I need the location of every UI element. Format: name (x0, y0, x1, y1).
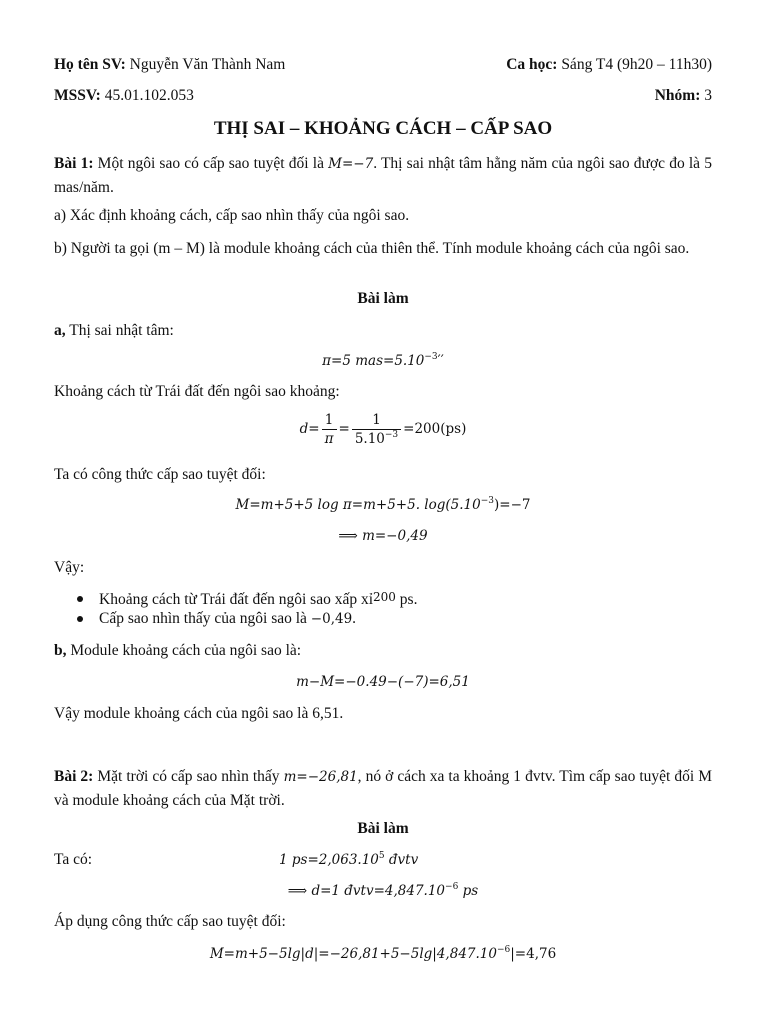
eq-distance-right: =200(ps) (403, 421, 467, 437)
bai1-conclusion-label: Vậy: (54, 559, 85, 576)
eq-sun-M-exp: −6 (496, 945, 511, 955)
group-label: Nhóm: (654, 87, 701, 104)
eq-distance-left: d= (299, 421, 320, 437)
eq-sun-distance-main: ⟹ d=1 đvtv=4,847.10 (287, 883, 446, 899)
bai1-question-a: a) Xác định khoảng cách, cấp sao nhìn thấy của ngôi sao. (54, 207, 410, 224)
bai1-a-heading (54, 322, 712, 340)
bai1-b-label: b, (54, 642, 67, 659)
eq-M-end: )=−7 (494, 497, 531, 513)
eq-distance-frac2 (352, 412, 401, 447)
eq-distance-frac1 (322, 412, 337, 447)
eq-distance-modulus: m−M=−0.49−(−7)=6,51 (296, 674, 470, 690)
bai2-given-label: Ta có: (54, 851, 93, 868)
bai1-a-text: Thị sai nhật tâm: (65, 322, 174, 339)
eq-parallax-exp: −3 (424, 352, 438, 362)
student-id-value: 45.01.102.053 (100, 87, 194, 104)
bai1-final-conclusion: Vậy module khoảng cách của ngôi sao là 6,51. (54, 705, 344, 722)
bai1-a-label: a, (54, 322, 66, 339)
eq-parallax (54, 353, 712, 369)
student-id-row (54, 87, 712, 105)
bai1-text2: . Thị sai nhật tâm hằng năm của ngôi sao được đo là 5 mas/năm. (54, 155, 712, 196)
eq-parsec-main: 1 ps=2,063.10 (279, 852, 379, 868)
bai1-b-text: Module khoảng cách của ngôi sao là: (66, 642, 302, 659)
bai1-solution-title: Bài làm (357, 290, 409, 307)
bullet-dot (77, 616, 83, 622)
bai1-problem (54, 152, 712, 199)
class-time-label: Ca học: (506, 56, 558, 73)
student-name-value: Nguyễn Văn Thành Nam (125, 56, 286, 73)
frac2-numerator: 1 (352, 412, 401, 430)
eq-distance: d= $\frac{1}{\pi}$ = $\frac{1}{5.10^{-3}}$ =200(ps) (299, 412, 467, 447)
group-value: 3 (700, 87, 712, 104)
eq-parsec-unit: đvtv (384, 852, 419, 868)
bai1-b-heading (54, 642, 712, 660)
student-name-label: Họ tên SV: (54, 56, 126, 73)
student-id-label: MSSV: (54, 87, 101, 104)
bai2-text2: , nó ở cách xa ta khoảng 1 đvtv. Tìm cấp sao tuyệt đối M và module khoảng cách của Mặt trời. (54, 768, 713, 809)
bai2-label: Bài 2: (54, 768, 94, 785)
list-item: Cấp sao nhìn thấy của ngôi sao là −0,49. (99, 610, 356, 628)
frac1-numerator: 1 (322, 412, 337, 430)
eq-sun-distance-exp: −6 (445, 882, 459, 892)
bullet-dot (77, 596, 83, 602)
bai2-problem (54, 765, 712, 812)
bai2-text1: Mặt trời có cấp sao nhìn thấy (93, 768, 284, 785)
bai1-text1: Một ngôi sao có cấp sao tuyệt đối là (93, 155, 329, 172)
eq-parsec-exp: 5 (378, 851, 385, 861)
list-item: Khoảng cách từ Trái đất đến ngôi sao xấp xỉ200 ps. (99, 590, 417, 609)
eq-parallax-main: π=5 mas=5.10 (322, 353, 425, 369)
eq-M-exp: −3 (480, 496, 494, 506)
eq-sun-distance-unit: ps (458, 883, 479, 899)
group-row (655, 87, 712, 105)
frac1-denominator: π (324, 431, 334, 447)
eq-sun-absolute-magnitude (54, 946, 712, 962)
bai2-solution-title: Bài làm (357, 820, 409, 837)
page-title: THỊ SAI – KHOẢNG CÁCH – CẤP SAO (213, 118, 553, 139)
eq-sun-M-end: |=4,76 (510, 946, 557, 962)
bullet2-value: −0,49 (310, 611, 353, 627)
bai1-formula-text: Ta có công thức cấp sao tuyệt đối: (54, 466, 266, 483)
eq-parsec (279, 852, 418, 868)
bai2-apply-text: Áp dụng công thức cấp sao tuyệt đối: (54, 913, 286, 930)
bai2-m-expr: m=−26,81 (283, 769, 358, 785)
bai1-question-b: b) Người ta gọi (m – M) là module khoảng cách của thiên thể. Tính module khoảng cách của ngôi sao. (54, 240, 690, 257)
eq-apparent-magnitude: ⟹ m=−0,49 (338, 528, 428, 544)
bullet1-value: 200 (373, 590, 396, 604)
bai1-distance-text: Khoảng cách từ Trái đất đến ngôi sao khoảng: (54, 383, 340, 400)
frac2-denominator: $5.10^{-3}$ (354, 430, 399, 447)
eq-sun-M-main: M=m+5−5lg|d|=−26,81+5−5lg|4,847.10 (209, 946, 497, 962)
eq-parallax-unit: ′′ (437, 353, 444, 369)
eq-sun-distance (54, 883, 712, 899)
eq-absolute-magnitude (54, 497, 712, 513)
class-time-row (506, 56, 712, 74)
class-time-value: Sáng T4 (9h20 – 11h30) (557, 56, 712, 73)
bai1-label: Bài 1: (54, 155, 94, 172)
eq-M-main: M=m+5+5 log π=m+5+5. log(5.10 (235, 497, 481, 513)
bai1-M-expr: M=−7 (328, 156, 374, 172)
